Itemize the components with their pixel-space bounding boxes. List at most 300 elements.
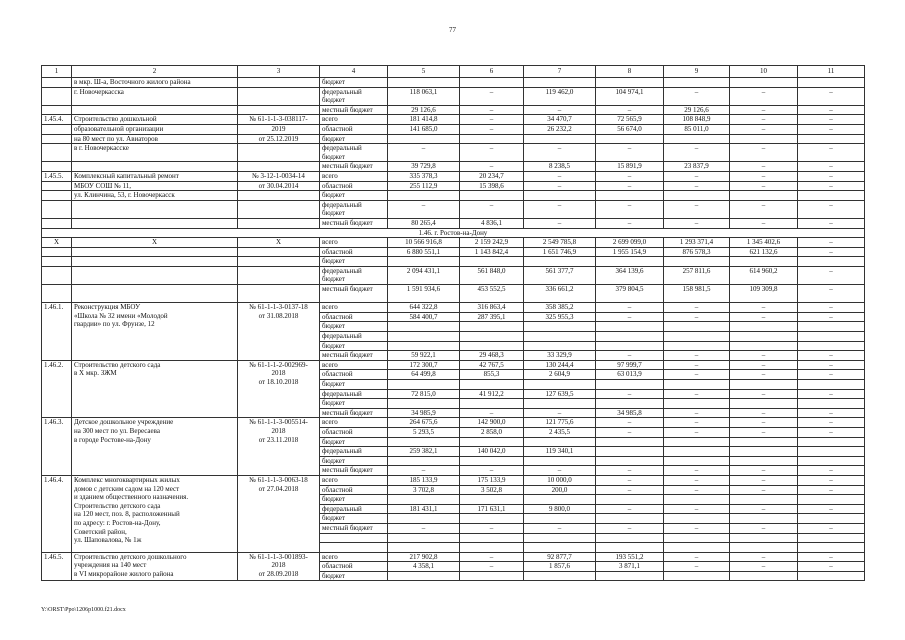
value-cell [596, 495, 664, 505]
value-cell: 4 836,1 [460, 218, 524, 228]
item-number-cell: 1.45.5. [42, 171, 72, 181]
value-cell: 287 395,1 [460, 312, 524, 322]
value-cell: 10 000,0 [524, 475, 596, 485]
value-cell [388, 257, 460, 267]
budget-source-cell: областной [320, 247, 388, 257]
value-cell: – [460, 115, 524, 125]
value-cell: 29 126,6 [388, 105, 460, 115]
value-cell [664, 437, 730, 447]
project-name-line: на 300 мест по ул. Вересаева [74, 426, 160, 435]
value-cell [730, 332, 798, 342]
value-cell: 158 981,5 [664, 285, 730, 303]
value-cell: – [460, 466, 524, 476]
value-cell: – [524, 218, 596, 228]
item-number-cell [42, 105, 72, 115]
project-name-line: домов с детским садом на 120 мест [74, 484, 180, 493]
value-cell [388, 533, 460, 543]
value-cell [664, 322, 730, 332]
value-cell [596, 514, 664, 524]
value-cell: – [730, 218, 798, 228]
value-cell: 621 132,6 [730, 247, 798, 257]
value-cell [42, 247, 72, 257]
value-cell: – [460, 552, 524, 562]
value-cell: 6 880 551,1 [388, 247, 460, 257]
value-cell: – [524, 523, 596, 533]
column-header: 2 [72, 66, 238, 78]
value-cell [524, 78, 596, 88]
value-cell: 1 591 934,6 [388, 285, 460, 303]
project-name-cell [72, 303, 238, 361]
budget-source-cell: областной [320, 485, 388, 495]
document-cell [238, 218, 320, 228]
value-cell [460, 514, 524, 524]
value-cell: 644 322,8 [388, 303, 460, 313]
value-cell: – [596, 504, 664, 514]
value-cell: – [798, 504, 865, 514]
project-row [42, 418, 865, 428]
document-line: № 61-1-1-3-0137-18 [249, 303, 308, 312]
budget-source-cell: бюджет [320, 380, 388, 390]
column-header: 8 [596, 66, 664, 78]
document-cell [238, 360, 320, 418]
value-cell: – [664, 427, 730, 437]
column-header: 7 [524, 66, 596, 78]
project-name-line: Строительство детского сада [74, 360, 161, 369]
value-cell: – [730, 312, 798, 322]
value-cell: – [596, 389, 664, 399]
value-cell: 200,0 [524, 485, 596, 495]
budget-source-cell: федеральный [320, 389, 388, 399]
value-cell [798, 447, 865, 457]
value-cell: – [730, 144, 798, 162]
value-cell [460, 380, 524, 390]
value-cell: – [730, 466, 798, 476]
budget-source-cell: областной [320, 427, 388, 437]
value-cell [72, 247, 238, 257]
value-cell [596, 191, 664, 201]
value-cell [524, 437, 596, 447]
column-header: 1 [42, 66, 72, 78]
value-cell: 175 133,9 [460, 475, 524, 485]
budget-source-cell: бюджет [320, 399, 388, 409]
value-cell: 10 566 916,8 [388, 238, 460, 248]
value-cell: – [664, 144, 730, 162]
value-cell: – [798, 303, 865, 313]
value-cell: – [730, 523, 798, 533]
budget-source-cell: местный бюджет [320, 466, 388, 476]
value-cell: 23 837,9 [664, 162, 730, 172]
budget-source-cell: местный бюджет [320, 105, 388, 115]
value-cell: 2 858,0 [460, 427, 524, 437]
value-cell [596, 447, 664, 457]
value-cell: 1 857,6 [524, 562, 596, 572]
value-cell [460, 495, 524, 505]
budget-source-cell: федеральный [320, 504, 388, 514]
value-cell [798, 533, 865, 543]
value-cell: 4 358,1 [388, 562, 460, 572]
project-name-cell: ул. Клинчина, 53, г. Новочеркасск [72, 191, 238, 201]
value-cell [72, 285, 238, 303]
budget-source-cell: областной [320, 370, 388, 380]
value-cell: – [664, 408, 730, 418]
budget-source-cell: бюджет [320, 134, 388, 144]
value-cell [664, 533, 730, 543]
table-row [42, 134, 865, 144]
value-cell: – [798, 200, 865, 218]
project-name-line: Реконструкция МБОУ [74, 303, 141, 312]
value-cell: – [596, 475, 664, 485]
item-number-cell [42, 181, 72, 191]
value-cell: 142 900,0 [460, 418, 524, 428]
value-cell: 1 955 154,9 [596, 247, 664, 257]
column-header: 4 [320, 66, 388, 78]
project-name-line: гвардии» по ул. Фрунзе, 12 [74, 320, 155, 329]
value-cell: – [664, 200, 730, 218]
value-cell [388, 495, 460, 505]
value-cell: 325 955,3 [524, 312, 596, 322]
value-cell: 181 414,8 [388, 115, 460, 125]
value-cell: 41 912,2 [460, 389, 524, 399]
value-cell: – [730, 504, 798, 514]
value-cell: – [596, 523, 664, 533]
project-name-cell: г. Новочеркасска [72, 87, 238, 105]
value-cell: 121 775,6 [524, 418, 596, 428]
value-cell [664, 571, 730, 581]
value-cell: – [730, 418, 798, 428]
table-row [42, 78, 865, 88]
value-cell [798, 341, 865, 351]
value-cell [388, 456, 460, 466]
budget-source-cell: всего [320, 552, 388, 562]
value-cell: 8 238,5 [524, 162, 596, 172]
item-number-cell: 1.46.2. [42, 360, 72, 418]
value-cell: – [798, 552, 865, 562]
value-cell: Х [72, 238, 238, 248]
budget-source-cell: федеральный бюджет [320, 87, 388, 105]
project-name-line: в городе Ростове-на-Дону [74, 435, 151, 444]
document-cell: от 25.12.2019 [238, 134, 320, 144]
value-cell [664, 495, 730, 505]
value-cell: 257 811,6 [664, 266, 730, 284]
budget-source-cell: бюджет [320, 78, 388, 88]
value-cell [524, 191, 596, 201]
total-row [42, 266, 865, 284]
value-cell [596, 437, 664, 447]
value-cell [596, 399, 664, 409]
value-cell: 119 462,0 [524, 87, 596, 105]
budget-source-cell: федеральный бюджет [320, 144, 388, 162]
value-cell: – [730, 562, 798, 572]
document-line: от 27.04.2018 [258, 484, 299, 493]
value-cell [798, 380, 865, 390]
value-cell: 9 800,0 [524, 504, 596, 514]
value-cell: – [524, 466, 596, 476]
value-cell [460, 257, 524, 267]
value-cell: – [460, 408, 524, 418]
value-cell: – [664, 218, 730, 228]
value-cell: – [460, 162, 524, 172]
value-cell: – [524, 171, 596, 181]
document-line: от 28.09.2018 [258, 569, 299, 578]
project-name-line: ул. Шаповалова, № 1ж [74, 536, 142, 545]
document-line: 2018 [271, 369, 286, 378]
value-cell [596, 533, 664, 543]
value-cell: – [524, 144, 596, 162]
value-cell: 217 902,8 [388, 552, 460, 562]
value-cell [524, 257, 596, 267]
value-cell: – [730, 351, 798, 361]
value-cell: 172 300,7 [388, 360, 460, 370]
value-cell: – [664, 370, 730, 380]
value-cell: 39 729,8 [388, 162, 460, 172]
project-name-line: Строительство детского сада [74, 501, 161, 510]
document-line: от 31.08.2018 [258, 311, 299, 320]
value-cell: – [664, 171, 730, 181]
value-cell [798, 78, 865, 88]
value-cell [798, 191, 865, 201]
value-cell [596, 257, 664, 267]
value-cell [238, 247, 320, 257]
budget-source-cell: бюджет [320, 341, 388, 351]
project-name-line: Комплекс многоквартирных жилых [74, 475, 180, 484]
value-cell: 64 499,8 [388, 370, 460, 380]
value-cell: – [730, 475, 798, 485]
item-number-cell [42, 218, 72, 228]
value-cell: 26 232,2 [524, 124, 596, 134]
budget-source-cell: бюджет [320, 514, 388, 524]
value-cell: 20 234,7 [460, 171, 524, 181]
document-line: 2018 [271, 561, 286, 570]
value-cell [524, 341, 596, 351]
value-cell: 264 675,6 [388, 418, 460, 428]
value-cell: 561 377,7 [524, 266, 596, 284]
value-cell: – [460, 200, 524, 218]
project-name-cell [72, 552, 238, 581]
value-cell: – [664, 475, 730, 485]
value-cell: – [730, 427, 798, 437]
budget-source-cell: областной [320, 562, 388, 572]
value-cell: – [798, 162, 865, 172]
value-cell: 80 265,4 [388, 218, 460, 228]
value-cell: – [388, 200, 460, 218]
document-cell [238, 105, 320, 115]
project-name-cell: образовательной организации [72, 124, 238, 134]
value-cell: – [388, 466, 460, 476]
budget-source-cell [320, 543, 388, 553]
value-cell [730, 78, 798, 88]
value-cell [72, 266, 238, 284]
value-cell: 358 385,2 [524, 303, 596, 313]
budget-source-cell: бюджет [320, 322, 388, 332]
project-name-cell: Комплексный капитальный ремонт [72, 171, 238, 181]
project-name-cell [72, 218, 238, 228]
value-cell: – [388, 523, 460, 533]
value-cell: 127 639,5 [524, 389, 596, 399]
value-cell [388, 514, 460, 524]
budget-source-cell: всего [320, 360, 388, 370]
value-cell: 3 871,1 [596, 562, 664, 572]
value-cell: 140 042,0 [460, 447, 524, 457]
value-cell: – [596, 200, 664, 218]
value-cell: – [524, 408, 596, 418]
value-cell [730, 571, 798, 581]
value-cell: – [664, 351, 730, 361]
value-cell: – [730, 105, 798, 115]
value-cell: 34 985,9 [388, 408, 460, 418]
item-number-cell [42, 78, 72, 88]
document-cell [238, 475, 320, 552]
value-cell: 185 133,9 [388, 475, 460, 485]
value-cell [798, 437, 865, 447]
value-cell: – [730, 389, 798, 399]
value-cell: 1 345 402,6 [730, 238, 798, 248]
value-cell: 2 549 785,8 [524, 238, 596, 248]
document-cell [238, 552, 320, 581]
document-line: от 23.11.2018 [258, 435, 299, 444]
value-cell: – [798, 562, 865, 572]
value-cell: 104 974,1 [596, 87, 664, 105]
project-name-cell [72, 475, 238, 552]
value-cell: – [460, 124, 524, 134]
value-cell [388, 322, 460, 332]
value-cell [460, 341, 524, 351]
budget-source-cell: местный бюджет [320, 351, 388, 361]
value-cell: – [596, 303, 664, 313]
value-cell: – [798, 115, 865, 125]
value-cell: – [798, 427, 865, 437]
value-cell: – [798, 105, 865, 115]
value-cell [798, 257, 865, 267]
value-cell [524, 332, 596, 342]
value-cell [460, 456, 524, 466]
value-cell: 171 631,1 [460, 504, 524, 514]
document-cell [238, 162, 320, 172]
value-cell: 2 159 242,9 [460, 238, 524, 248]
value-cell [664, 399, 730, 409]
value-cell: 15 891,9 [596, 162, 664, 172]
document-cell [238, 418, 320, 476]
value-cell [730, 380, 798, 390]
value-cell [798, 134, 865, 144]
value-cell: – [798, 475, 865, 485]
item-number-cell: 1.46.5. [42, 552, 72, 581]
project-row [42, 475, 865, 485]
value-cell: – [730, 370, 798, 380]
value-cell [596, 78, 664, 88]
item-number-cell: 1.46.3. [42, 418, 72, 476]
section-row [42, 228, 865, 238]
value-cell: 181 431,1 [388, 504, 460, 514]
item-number-cell: 1.45.4. [42, 115, 72, 125]
budget-source-cell [320, 533, 388, 543]
project-name-cell [72, 360, 238, 418]
project-row [42, 552, 865, 562]
value-cell: – [730, 162, 798, 172]
value-cell [730, 257, 798, 267]
value-cell: 29 126,6 [664, 105, 730, 115]
value-cell [596, 134, 664, 144]
document-cell: 2019 [238, 124, 320, 134]
value-cell [664, 257, 730, 267]
value-cell [42, 257, 72, 267]
value-cell: 255 112,9 [388, 181, 460, 191]
value-cell: – [524, 200, 596, 218]
project-name-cell [72, 418, 238, 476]
value-cell: – [730, 303, 798, 313]
budget-source-cell: бюджет [320, 257, 388, 267]
value-cell: 2 094 431,1 [388, 266, 460, 284]
table-row [42, 171, 865, 181]
value-cell [238, 266, 320, 284]
value-cell: – [664, 466, 730, 476]
table-header-row [42, 66, 865, 78]
value-cell: Х [42, 238, 72, 248]
project-name-cell: в мкр. Ш-а, Восточного жилого района [72, 78, 238, 88]
value-cell: 193 551,2 [596, 552, 664, 562]
value-cell: 29 468,3 [460, 351, 524, 361]
value-cell: 72 565,9 [596, 115, 664, 125]
value-cell [460, 437, 524, 447]
total-row [42, 257, 865, 267]
budget-source-cell: федеральный бюджет [320, 266, 388, 284]
value-cell: 130 244,4 [524, 360, 596, 370]
value-cell: – [460, 105, 524, 115]
table-row [42, 218, 865, 228]
budget-source-cell: федеральный [320, 447, 388, 457]
value-cell: – [730, 485, 798, 495]
value-cell: – [388, 144, 460, 162]
value-cell [596, 332, 664, 342]
document-cell [238, 87, 320, 105]
total-row [42, 285, 865, 303]
value-cell: – [596, 485, 664, 495]
value-cell [238, 285, 320, 303]
value-cell: – [664, 389, 730, 399]
item-number-cell [42, 134, 72, 144]
document-cell [238, 144, 320, 162]
value-cell [460, 332, 524, 342]
table-row [42, 162, 865, 172]
value-cell: – [730, 200, 798, 218]
value-cell: 118 063,1 [388, 87, 460, 105]
value-cell: 15 398,6 [460, 181, 524, 191]
value-cell: – [798, 351, 865, 361]
budget-source-cell: бюджет [320, 191, 388, 201]
value-cell: 614 960,2 [730, 266, 798, 284]
value-cell: – [798, 87, 865, 105]
budget-source-cell: местный бюджет [320, 162, 388, 172]
value-cell [460, 191, 524, 201]
value-cell: – [460, 523, 524, 533]
value-cell: 316 863,4 [460, 303, 524, 313]
value-cell [730, 533, 798, 543]
value-cell: – [730, 181, 798, 191]
budget-source-cell: всего [320, 238, 388, 248]
value-cell: – [664, 504, 730, 514]
value-cell: – [798, 247, 865, 257]
value-cell [460, 134, 524, 144]
value-cell [388, 543, 460, 553]
value-cell [238, 257, 320, 267]
value-cell: – [798, 218, 865, 228]
value-cell: – [798, 485, 865, 495]
value-cell [524, 134, 596, 144]
value-cell: – [596, 312, 664, 322]
value-cell [664, 543, 730, 553]
budget-source-cell: всего [320, 303, 388, 313]
value-cell: Х [238, 238, 320, 248]
value-cell: – [596, 105, 664, 115]
